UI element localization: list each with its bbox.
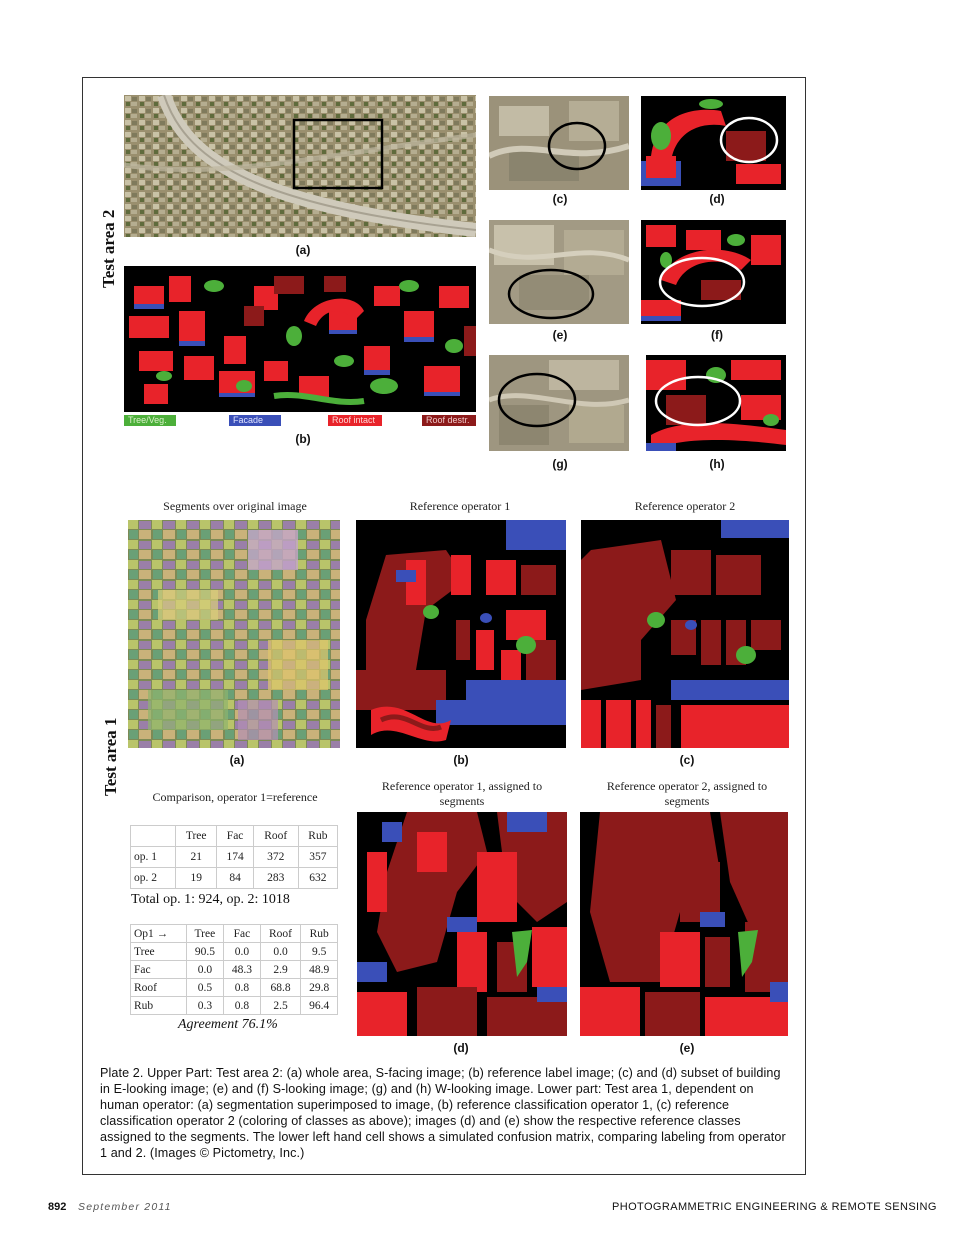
label-top-b: (b) xyxy=(295,432,311,446)
label-top-e: (e) xyxy=(552,328,568,342)
photo-e-looking xyxy=(489,96,629,190)
label-top-f: (f) xyxy=(711,328,723,342)
title-bottom-c: Reference operator 2 xyxy=(634,499,736,513)
plate-caption: Plate 2. Upper Part: Test area 2: (a) whole area, S-facing image; (b) reference label image; (c) and (d) subset of building in E-looking image; (e) and (f) S-looking image; (g) and (h) W-looking image. Lower part: Test area 1, dependent on human operator: (a) segmentation superimposed to image, (b) reference classification operator 1, (c) reference classification operator 2 (coloring of classes as above); images (d) and (e) show the respective reference classes assigned to the segments. The lower left hand cell shows a simulated confusion matrix, comparing labeling from operator 1 and 2. (Images © Pictometry, Inc.) xyxy=(100,1066,786,1160)
confusion-matrix xyxy=(130,924,338,1015)
reference-operator-1 xyxy=(356,520,566,748)
legend-tree: Tree/Veg. xyxy=(124,415,176,426)
total-text: Total op. 1: 924, op. 2: 1018 xyxy=(131,892,290,907)
legend-facade: Facade xyxy=(229,415,281,426)
label-bottom-a: (a) xyxy=(229,753,245,767)
test-area-1-label: Test area 1 xyxy=(101,717,120,796)
label-bottom-c: (c) xyxy=(679,753,695,767)
table-row: Fac 0.0 48.3 2.9 48.9 xyxy=(131,961,338,979)
label-s-looking xyxy=(641,220,786,324)
label-e-looking xyxy=(641,96,786,190)
label-top-a: (a) xyxy=(295,243,311,257)
label-top-c: (c) xyxy=(552,192,568,206)
operator-2-assigned-to-segments xyxy=(580,812,788,1036)
table-row: Tree 90.5 0.0 0.0 9.5 xyxy=(131,943,338,961)
title-bottom-a: Segments over original image xyxy=(163,499,307,513)
table-row: Op1 → Tree Fac Roof Rub xyxy=(131,925,338,943)
aerial-image-test-area-2 xyxy=(124,95,476,237)
comparison-title: Comparison, operator 1=reference xyxy=(152,790,318,804)
table-row: op. 2 19 84 283 632 xyxy=(131,868,338,889)
reference-label-image xyxy=(124,266,476,412)
table-row: Tree Fac Roof Rub xyxy=(131,826,338,847)
label-top-h: (h) xyxy=(709,457,725,471)
test-area-2-label: Test area 2 xyxy=(99,209,118,288)
title-bottom-b: Reference operator 1 xyxy=(409,499,511,513)
issue-date: September 2011 xyxy=(78,1201,172,1213)
label-bottom-d: (d) xyxy=(453,1041,469,1055)
photo-s-looking xyxy=(489,220,629,324)
segments-over-image xyxy=(128,520,340,748)
agreement-text: Agreement 76.1% xyxy=(178,1017,278,1032)
reference-operator-2 xyxy=(581,520,789,748)
table-row: Rub 0.3 0.8 2.5 96.4 xyxy=(131,997,338,1015)
label-bottom-e: (e) xyxy=(679,1041,695,1055)
count-table xyxy=(130,825,338,889)
journal-name: PHOTOGRAMMETRIC ENGINEERING & REMOTE SENSING xyxy=(612,1201,937,1213)
label-w-looking xyxy=(646,355,786,451)
table-row: op. 1 21 174 372 357 xyxy=(131,847,338,868)
table-row: Roof 0.5 0.8 68.8 29.8 xyxy=(131,979,338,997)
photo-w-looking xyxy=(489,355,629,451)
label-top-d: (d) xyxy=(709,192,725,206)
label-top-g: (g) xyxy=(552,457,568,471)
label-bottom-b: (b) xyxy=(453,753,469,767)
operator-1-assigned-to-segments xyxy=(357,812,567,1036)
legend-roof-destroyed: Roof destr. xyxy=(422,415,476,426)
legend-roof-intact: Roof intact xyxy=(328,415,382,426)
title-bottom-d: Reference operator 1, assigned to segments xyxy=(381,779,543,808)
page-number: 892 xyxy=(48,1201,67,1213)
title-bottom-e: Reference operator 2, assigned to segments xyxy=(606,779,768,808)
